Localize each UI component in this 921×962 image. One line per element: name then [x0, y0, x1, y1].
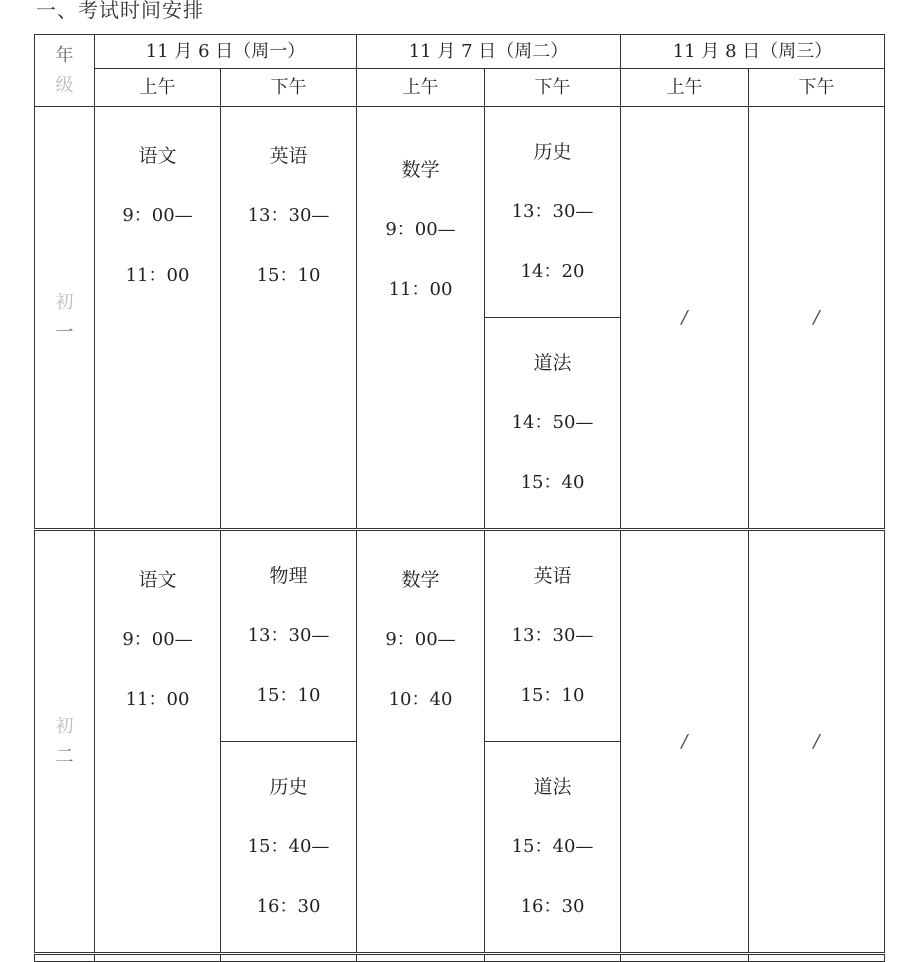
slot-subject: 历史: [533, 141, 572, 163]
day-header-1: 11 月 6 日（周一）: [95, 35, 357, 69]
slot-end-time: 16：30: [256, 896, 321, 917]
slot-g1-d3-am: /: [621, 107, 749, 530]
grade-header-cell: [35, 35, 95, 107]
slot-subject: 道法: [533, 776, 572, 798]
slot-g2-d2-pm-2: [485, 742, 621, 954]
slot-start-time: 14：50—: [511, 412, 594, 433]
slot-end-time: 11：00: [125, 689, 190, 710]
slot-start-time: 9：00—: [385, 219, 456, 240]
period-am-day3: 上午: [621, 69, 749, 107]
day-header-3: 11 月 8 日（周三）: [621, 35, 885, 69]
slot-subject: 英语: [533, 565, 572, 587]
slot-g1-d1-am: [95, 107, 221, 530]
table-cut-off-row: [35, 954, 885, 962]
slot-start-time: 9：00—: [122, 629, 193, 650]
slot-g2-d1-pm-1: [221, 530, 357, 742]
slot-start-time: 13：30—: [511, 201, 594, 222]
slot-end-time: 14：20: [520, 261, 585, 282]
slot-start-time: 9：00—: [122, 205, 193, 226]
grade-header-bottom: 级: [55, 74, 74, 96]
grade-header-top: 年: [55, 44, 74, 66]
grade-label-2: [35, 530, 95, 954]
period-pm-day2: 下午: [485, 69, 621, 107]
grade-label-2-top: 初: [55, 715, 74, 737]
slot-g1-d1-pm: [221, 107, 357, 530]
slot-g2-d2-pm-1: [485, 530, 621, 742]
grade-label-1-top: 初: [55, 291, 74, 313]
slot-end-time: 15：10: [256, 265, 321, 286]
slot-g1-d2-pm-2: [485, 318, 621, 530]
grade-label-1-bottom: 一: [55, 321, 74, 343]
slot-end-time: 15：10: [520, 685, 585, 706]
slot-start-time: 13：30—: [247, 625, 330, 646]
slot-g2-d1-am: [95, 530, 221, 954]
slot-start-time: 13：30—: [247, 205, 330, 226]
slot-subject: 历史: [269, 776, 308, 798]
period-am-day1: 上午: [95, 69, 221, 107]
period-pm-day1: 下午: [221, 69, 357, 107]
slot-end-time: 10：40: [388, 689, 453, 710]
slot-start-time: 9：00—: [385, 629, 456, 650]
slot-start-time: 15：40—: [511, 836, 594, 857]
period-am-day2: 上午: [357, 69, 485, 107]
slot-subject: 数学: [401, 159, 440, 181]
slot-end-time: 11：00: [388, 279, 453, 300]
slot-subject: 语文: [138, 145, 177, 167]
slot-g1-d3-pm: /: [749, 107, 885, 530]
exam-schedule-table: [34, 34, 885, 962]
slot-end-time: 16：30: [520, 896, 585, 917]
slot-end-time: 15：40: [520, 472, 585, 493]
slot-end-time: 15：10: [256, 685, 321, 706]
slot-g2-d1-pm-2: [221, 742, 357, 954]
slot-subject: 道法: [533, 352, 572, 374]
slot-start-time: 13：30—: [511, 625, 594, 646]
grade-label-2-bottom: 二: [55, 745, 74, 767]
slot-subject: 物理: [269, 565, 308, 587]
section-title: 一、考试时间安排: [36, 0, 204, 22]
slot-g2-d2-am: [357, 530, 485, 954]
slot-g2-d3-am: /: [621, 530, 749, 954]
slot-start-time: 15：40—: [247, 836, 330, 857]
grade-label-1: [35, 107, 95, 530]
slot-g1-d2-am: [357, 107, 485, 530]
slot-g2-d3-pm: /: [749, 530, 885, 954]
period-pm-day3: 下午: [749, 69, 885, 107]
slot-end-time: 11：00: [125, 265, 190, 286]
slot-subject: 语文: [138, 569, 177, 591]
day-header-2: 11 月 7 日（周二）: [357, 35, 621, 69]
slot-subject: 数学: [401, 569, 440, 591]
slot-subject: 英语: [269, 145, 308, 167]
slot-g1-d2-pm-1: [485, 107, 621, 318]
